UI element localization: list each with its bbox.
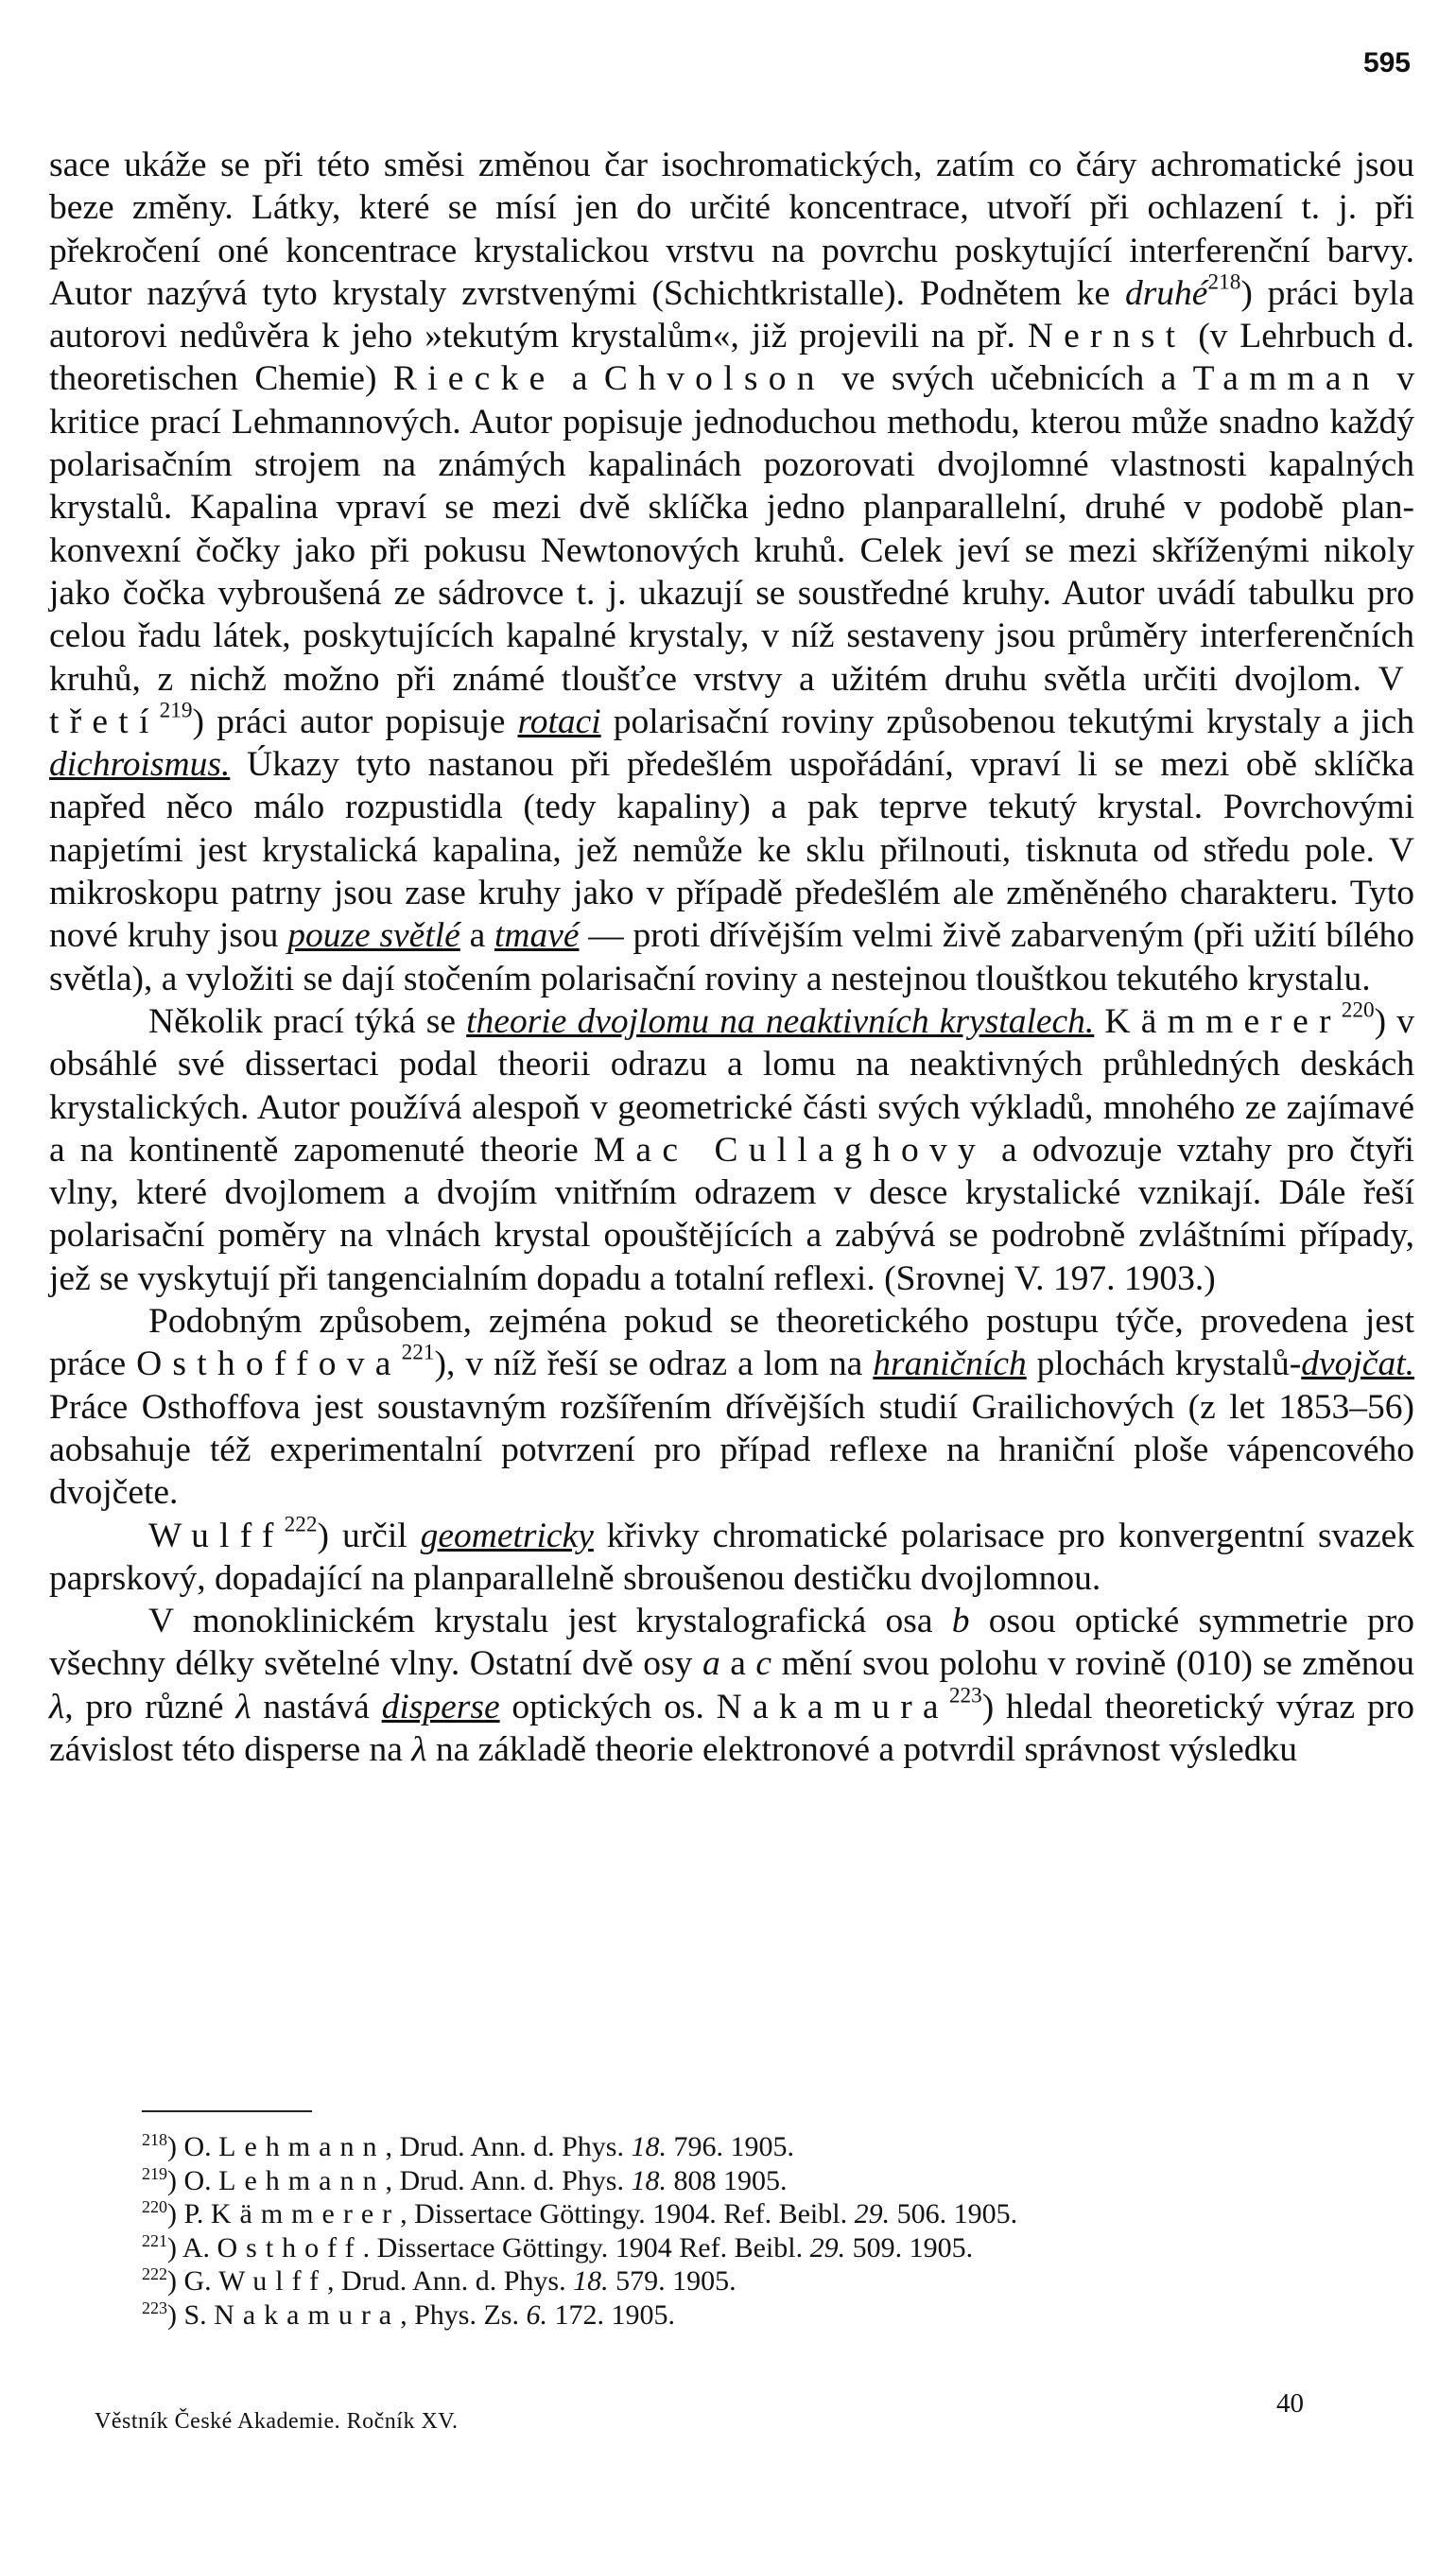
text-run: ), v níž řeší se odraz a lom na: [434, 1344, 874, 1384]
emphasis: disperse: [381, 1687, 500, 1726]
text-run: v kritice prací Lehmannových. Autor popisuje jednoduchou methodu, kterou může snadno každý polarisačním strojem na známých kapalinách pozorovati dvojlomné vlastnosti kapalných krystalů. Kapalina vpraví se mezi dvě sklíčka jedno planparallelní, druhé v podobě plan-konvexní čočky jako při pokusu Newtonových kruhů. Celek jeví se mezi skříženými nikoly jako čočka vybroušená ze sádrovce t. j. ukazují se soustředné kruhy. Autor uvádí tabulku pro celou řadu látek, poskytujících kapalné krystaly, v níž sestaveny jsou průměry interferenčních kruhů, z nichž možno při známé tloušťce vrstvy a užitém druhu světla určiti dvojlom.: [49, 359, 1414, 699]
text-run: a: [555, 359, 604, 399]
footnote: [142, 2264, 1371, 2298]
page-number: 595: [1362, 47, 1411, 78]
text-run: osou optické symmetrie pro všechny délky světelné vlny. Ostatní dvě osy: [49, 1602, 1414, 1684]
text-run: plochách krystalů-: [1026, 1344, 1302, 1384]
paragraph: [49, 144, 1414, 1000]
text-run: na základě theorie elektronové a potvrdil správnost výsledku: [426, 1729, 1298, 1769]
emphasis: 18.: [631, 2164, 667, 2196]
paragraph: [49, 1600, 1414, 1771]
text-run: , Drud. Ann. d. Phys.: [327, 2265, 574, 2297]
footnote-ref: 219: [159, 698, 193, 723]
text-run: , Drud. Ann. d. Phys.: [385, 2164, 632, 2196]
text-run: ) O.: [167, 2164, 219, 2196]
text-run: Úkazy tyto nastanou při předešlém uspořádání, vpraví li se mezi obě sklíčka napřed něco málo rozpustidla (tedy kapaliny) a pak teprve tekutý krystal. Povrchovými napjetími jest krystalická kapalina, jež nemůže ke sklu přilnouti, tisknuta od středu pole. V mikroskopu patrny jsou zase kruhy jako v případě předešlém ale změněného charakteru. Tyto nové kruhy jsou: [49, 745, 1414, 956]
emphasis: theorie dvojlomu na neaktivních krystalech.: [466, 1001, 1095, 1041]
author-name: Kämmerer: [210, 2198, 401, 2229]
text-run: mění svou polohu v rovině (010) se změnou: [771, 1644, 1414, 1684]
paragraph: [49, 1300, 1414, 1514]
footnote-ref: 221: [401, 1341, 435, 1366]
text-run: Práce Osthoffova jest soustavným rozšířením dřívějších studií Grailichových (z let 1853–56) aobsahuje též experimentalní potvrzení pro případ reflexe na hraniční ploše vápencového dvojčete.: [49, 1387, 1414, 1513]
emphasis: rotaci: [517, 702, 601, 741]
footnote: [142, 2298, 1371, 2333]
emphasis: b: [951, 1602, 970, 1641]
author-name: Lehmann: [218, 2164, 386, 2196]
text-run: , Dissertace Göttingy. 1904. Ref. Beibl.: [400, 2198, 855, 2229]
emphasis: dichroismus.: [49, 745, 231, 785]
text-run: nastává: [251, 1687, 382, 1726]
text-run: optických os.: [499, 1687, 717, 1726]
text-run: sace ukáže se při této směsi změnou čar isochromatických, zatím co čáry achromatické jsou beze změny. Látky, které se mísí jen do určité koncentrace, utvoří při ochlazení t. j. při překročení oné koncentrace krystalickou vrstvu na povrchu poskytující interferenční barvy. Autor nazývá tyto krystaly zvrstvenými (Schichtkristalle). Podnětem ke: [49, 146, 1414, 313]
footnote: [142, 2130, 1371, 2164]
footnote-ref: 220: [1341, 997, 1375, 1023]
text-run: 172. 1905.: [546, 2298, 675, 2331]
main-text: [49, 144, 1414, 1771]
emphasis: 18.: [573, 2265, 609, 2297]
sheet-number: 40: [1276, 2388, 1304, 2419]
author-name: Wulff: [218, 2265, 328, 2297]
text-run: ) S.: [167, 2298, 215, 2331]
author-name: Wulff: [148, 1516, 285, 1555]
footnote-ref: 222: [142, 2264, 167, 2284]
text-run: a: [719, 1644, 756, 1684]
author-name: Nakamura: [716, 1687, 949, 1726]
author-name: Mac Cullaghovy: [593, 1130, 986, 1170]
author-name: Nernst: [1027, 317, 1187, 356]
footnote-ref: 218: [1207, 269, 1241, 295]
footnote-ref: 218: [142, 2130, 167, 2150]
footnote-ref: 219: [142, 2163, 167, 2183]
emphasis: hraničních: [873, 1344, 1027, 1384]
emphasis: 29.: [809, 2231, 846, 2263]
text-run: ) v obsáhlé své dissertaci podal theorii odrazu a lomu na neaktivných průhledných deskách krystalických. Autor používá alespoň v geometrické části svých výkladů, mnohého ze zajímavé a na kontinentě zapomenuté theorie: [49, 1001, 1415, 1170]
footnote: [142, 2231, 1371, 2265]
text-run: (v Lehrbuch d. theoretischen Chemie): [49, 317, 1415, 399]
text-run: ) G.: [167, 2265, 219, 2297]
emphasis: druhé: [1124, 273, 1208, 313]
emphasis: pouze světlé: [287, 916, 460, 956]
text-run: ) O.: [167, 2131, 219, 2162]
author-name: Kämmerer: [1104, 1001, 1342, 1041]
author-name: Lehmann: [218, 2131, 386, 2162]
emphasis: geometricky: [420, 1516, 594, 1555]
footnote: [142, 2197, 1371, 2231]
emphasis: dvojčat.: [1301, 1344, 1414, 1384]
text-run: Podobným způsobem, zejména pokud se theoretického postupu týče, provedena jest práce: [49, 1302, 1414, 1384]
footnote-ref: 223: [948, 1683, 982, 1708]
author-name: Tamman: [1192, 359, 1380, 399]
emphasis: 6.: [526, 2298, 547, 2331]
emphasis: tmavé: [494, 916, 580, 956]
author-name: Osthoff: [217, 2231, 363, 2263]
footnote-ref: 222: [284, 1512, 318, 1537]
text-run: — proti dřívějším velmi živě zabarveným (při užití bílého světla), a vyložiti se dají stočením polarisační roviny a nestejnou tlouštkou tekutého krystalu.: [49, 916, 1414, 998]
paragraph: [49, 997, 1415, 1300]
paragraph: [49, 1512, 1414, 1601]
text-run: , Phys. Zs.: [400, 2298, 527, 2331]
text-run: ) A.: [167, 2231, 217, 2263]
text-run: 796. 1905.: [666, 2131, 794, 2162]
footnote-ref: 220: [142, 2197, 167, 2217]
author-name: Osthoffova: [136, 1344, 402, 1384]
text-run: ) P.: [167, 2198, 211, 2229]
text-run: ve svých učebnicích a: [824, 359, 1193, 399]
text-run: , Drud. Ann. d. Phys.: [385, 2131, 632, 2162]
text-run: a odvozuje vztahy pro čtyři vlny, které dvojlomem a dvojím vnitřním odrazem v desce krystalické vznikají. Dále řeší polarisační poměry na vlnách krystal opouštějících a zabývá se podrobně zvláštními případy, jež se vyskytují při tangencialním dopadu a totalní reflexi. (Srovnej V. 197. 1903.): [49, 1130, 1414, 1298]
text-run: . Dissertace Göttingy. 1904 Ref. Beibl.: [362, 2231, 810, 2263]
text-run: 808 1905.: [666, 2164, 788, 2196]
text-run: 579. 1905.: [608, 2265, 737, 2297]
text-run: V monoklinickém krystalu jest krystalografická osa: [148, 1602, 952, 1641]
footnote: [142, 2164, 1371, 2198]
footnote-ref: 221: [142, 2230, 167, 2250]
text-run: ) práci autor popisuje: [192, 702, 518, 741]
text-run: 506. 1905.: [890, 2198, 1018, 2229]
text-run: 509. 1905.: [845, 2231, 974, 2263]
emphasis: 29.: [854, 2198, 891, 2229]
text-run: ) určil: [317, 1516, 421, 1555]
footnotes: [142, 2130, 1371, 2332]
emphasis: λ: [411, 1729, 427, 1769]
text-run: ) hledal theoretický výraz pro závislost této disperse na: [49, 1687, 1414, 1769]
emphasis: c: [755, 1644, 772, 1684]
text-run: Několik prací týká se: [148, 1001, 467, 1041]
text-run: křivky chromatické polarisace pro konvergentní svazek paprskový, dopadající na planparallelně sbroušenou destičku dvojlomnou.: [49, 1516, 1414, 1598]
emphasis: a: [702, 1644, 720, 1684]
emphasis: λ: [235, 1687, 251, 1726]
author-name: Riecke: [392, 359, 556, 399]
text-run: polarisační roviny způsobenou tekutými krystaly a jich: [600, 702, 1414, 741]
text-run: ) práci byla autorovi nedůvěra k jeho »tekutým krystalům«, již projevili na př.: [49, 273, 1414, 356]
text-run: a: [459, 916, 494, 956]
emphasis: 18.: [631, 2131, 667, 2162]
journal-footer: Věstník České Akademie. Ročník XV.: [95, 2409, 459, 2434]
author-name: V třetí: [49, 659, 1414, 741]
text-run: , pro různé: [64, 1687, 236, 1726]
author-name: Nakamura: [214, 2298, 401, 2331]
emphasis: λ: [49, 1687, 65, 1726]
author-name: Chvolson: [603, 359, 825, 399]
text-run: [1094, 1002, 1104, 1041]
footnote-ref: 223: [142, 2298, 167, 2317]
footnote-divider: [142, 2110, 312, 2112]
